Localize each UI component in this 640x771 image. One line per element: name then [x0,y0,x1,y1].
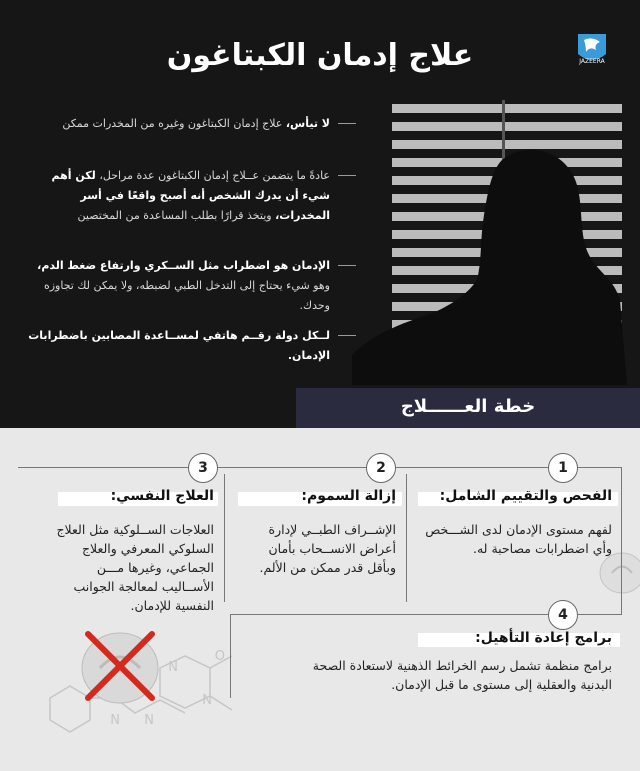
svg-text:N: N [110,713,120,728]
step-4-title: برامج إعادة التأهيل: [475,630,612,646]
plan-title: خطة العــــــلاج [400,396,536,417]
bullet-1-text: علاج إدمان الكبتاغون وغيره من المخدرات ممكن [62,117,286,130]
dash-icon [338,265,356,266]
step-1-number: 1 [548,453,578,483]
step-3-text: العلاجات الســلوكية مثل العلاج السلوكي المعرفي والعلاج الجماعي، وغيرها مـــن الأســاليب لمعالجة الجوانب النفسية للإدمان. [56,522,214,613]
step-2-title: إزالة السموم: [301,488,396,504]
step-4-number: 4 [548,600,578,630]
step-1-title: الفحص والتقييم الشامل: [439,488,612,504]
svg-text:JAZEERA: JAZEERA [579,58,605,65]
svg-text:O: O [214,649,225,664]
step-4-text: برامج منظمة تشمل رسم الخرائط الذهنية لاستعادة الصحة البدنية والعقلية إلى مستوى ما قبل الإدمان. [312,658,612,692]
bullet-4 [25,326,330,366]
dash-icon [338,123,356,124]
svg-text:N: N [144,713,154,728]
divider-line [230,614,231,698]
step-3-number: 3 [188,453,218,483]
divider-line [406,474,407,602]
bullet-2 [25,166,330,226]
bullet-2-bold: لكن أهم شيء أن يدرك الشخص أنه أصبح واقعًا في أسر المخدرات، [51,169,330,222]
bullet-2-lead: عادةً ما يتضمن عــلاج إدمان الكبتاغون عدة مراحل، [99,169,330,182]
page-title: علاج إدمان الكبتاغون [166,38,474,73]
dash-icon [338,335,356,336]
bullet-4-bold: لــكل دولة رقــم هاتفي لمســاعدة المصابين باضطرابات الإدمان. [28,329,330,362]
step-2-text: الإشــراف الطبــي لإدارة أعراض الانســحاب بأمان وبأقل قدر ممكن من الألم. [259,522,396,575]
pill-icon [600,553,640,593]
bullet-1-bold: لا تيأس، [285,117,330,130]
connector-line [621,468,622,615]
step-2-number: 2 [366,453,396,483]
window-blinds-illustration [352,100,640,385]
bullet-1 [25,114,330,134]
bullet-3-bold: الإدمان هو اضطراب مثل الســكري وارتفاع ضغط الدم، [37,259,330,272]
bullet-2-text: ويتخذ قرارًا بطلب المساعدة من المختصين [77,209,276,222]
step-1-text: لفهم مستوى الإدمان لدى الشـــخص وأي اضطرابات مصاحبة له. [425,522,612,556]
steps-section [0,428,640,771]
plan-header-bar [296,388,640,428]
divider-line [224,474,225,602]
svg-text:N: N [202,693,212,708]
dash-icon [338,175,356,176]
bullet-3 [25,256,330,316]
connector-line [18,467,622,468]
step-3-title: العلاج النفسي: [110,488,214,504]
bullet-3-text: وهو شيء يحتاج إلى التدخل الطبي لضبطه، ولا يمكن لك تجاوزه وحدك. [43,279,330,312]
svg-text:N: N [168,660,178,675]
